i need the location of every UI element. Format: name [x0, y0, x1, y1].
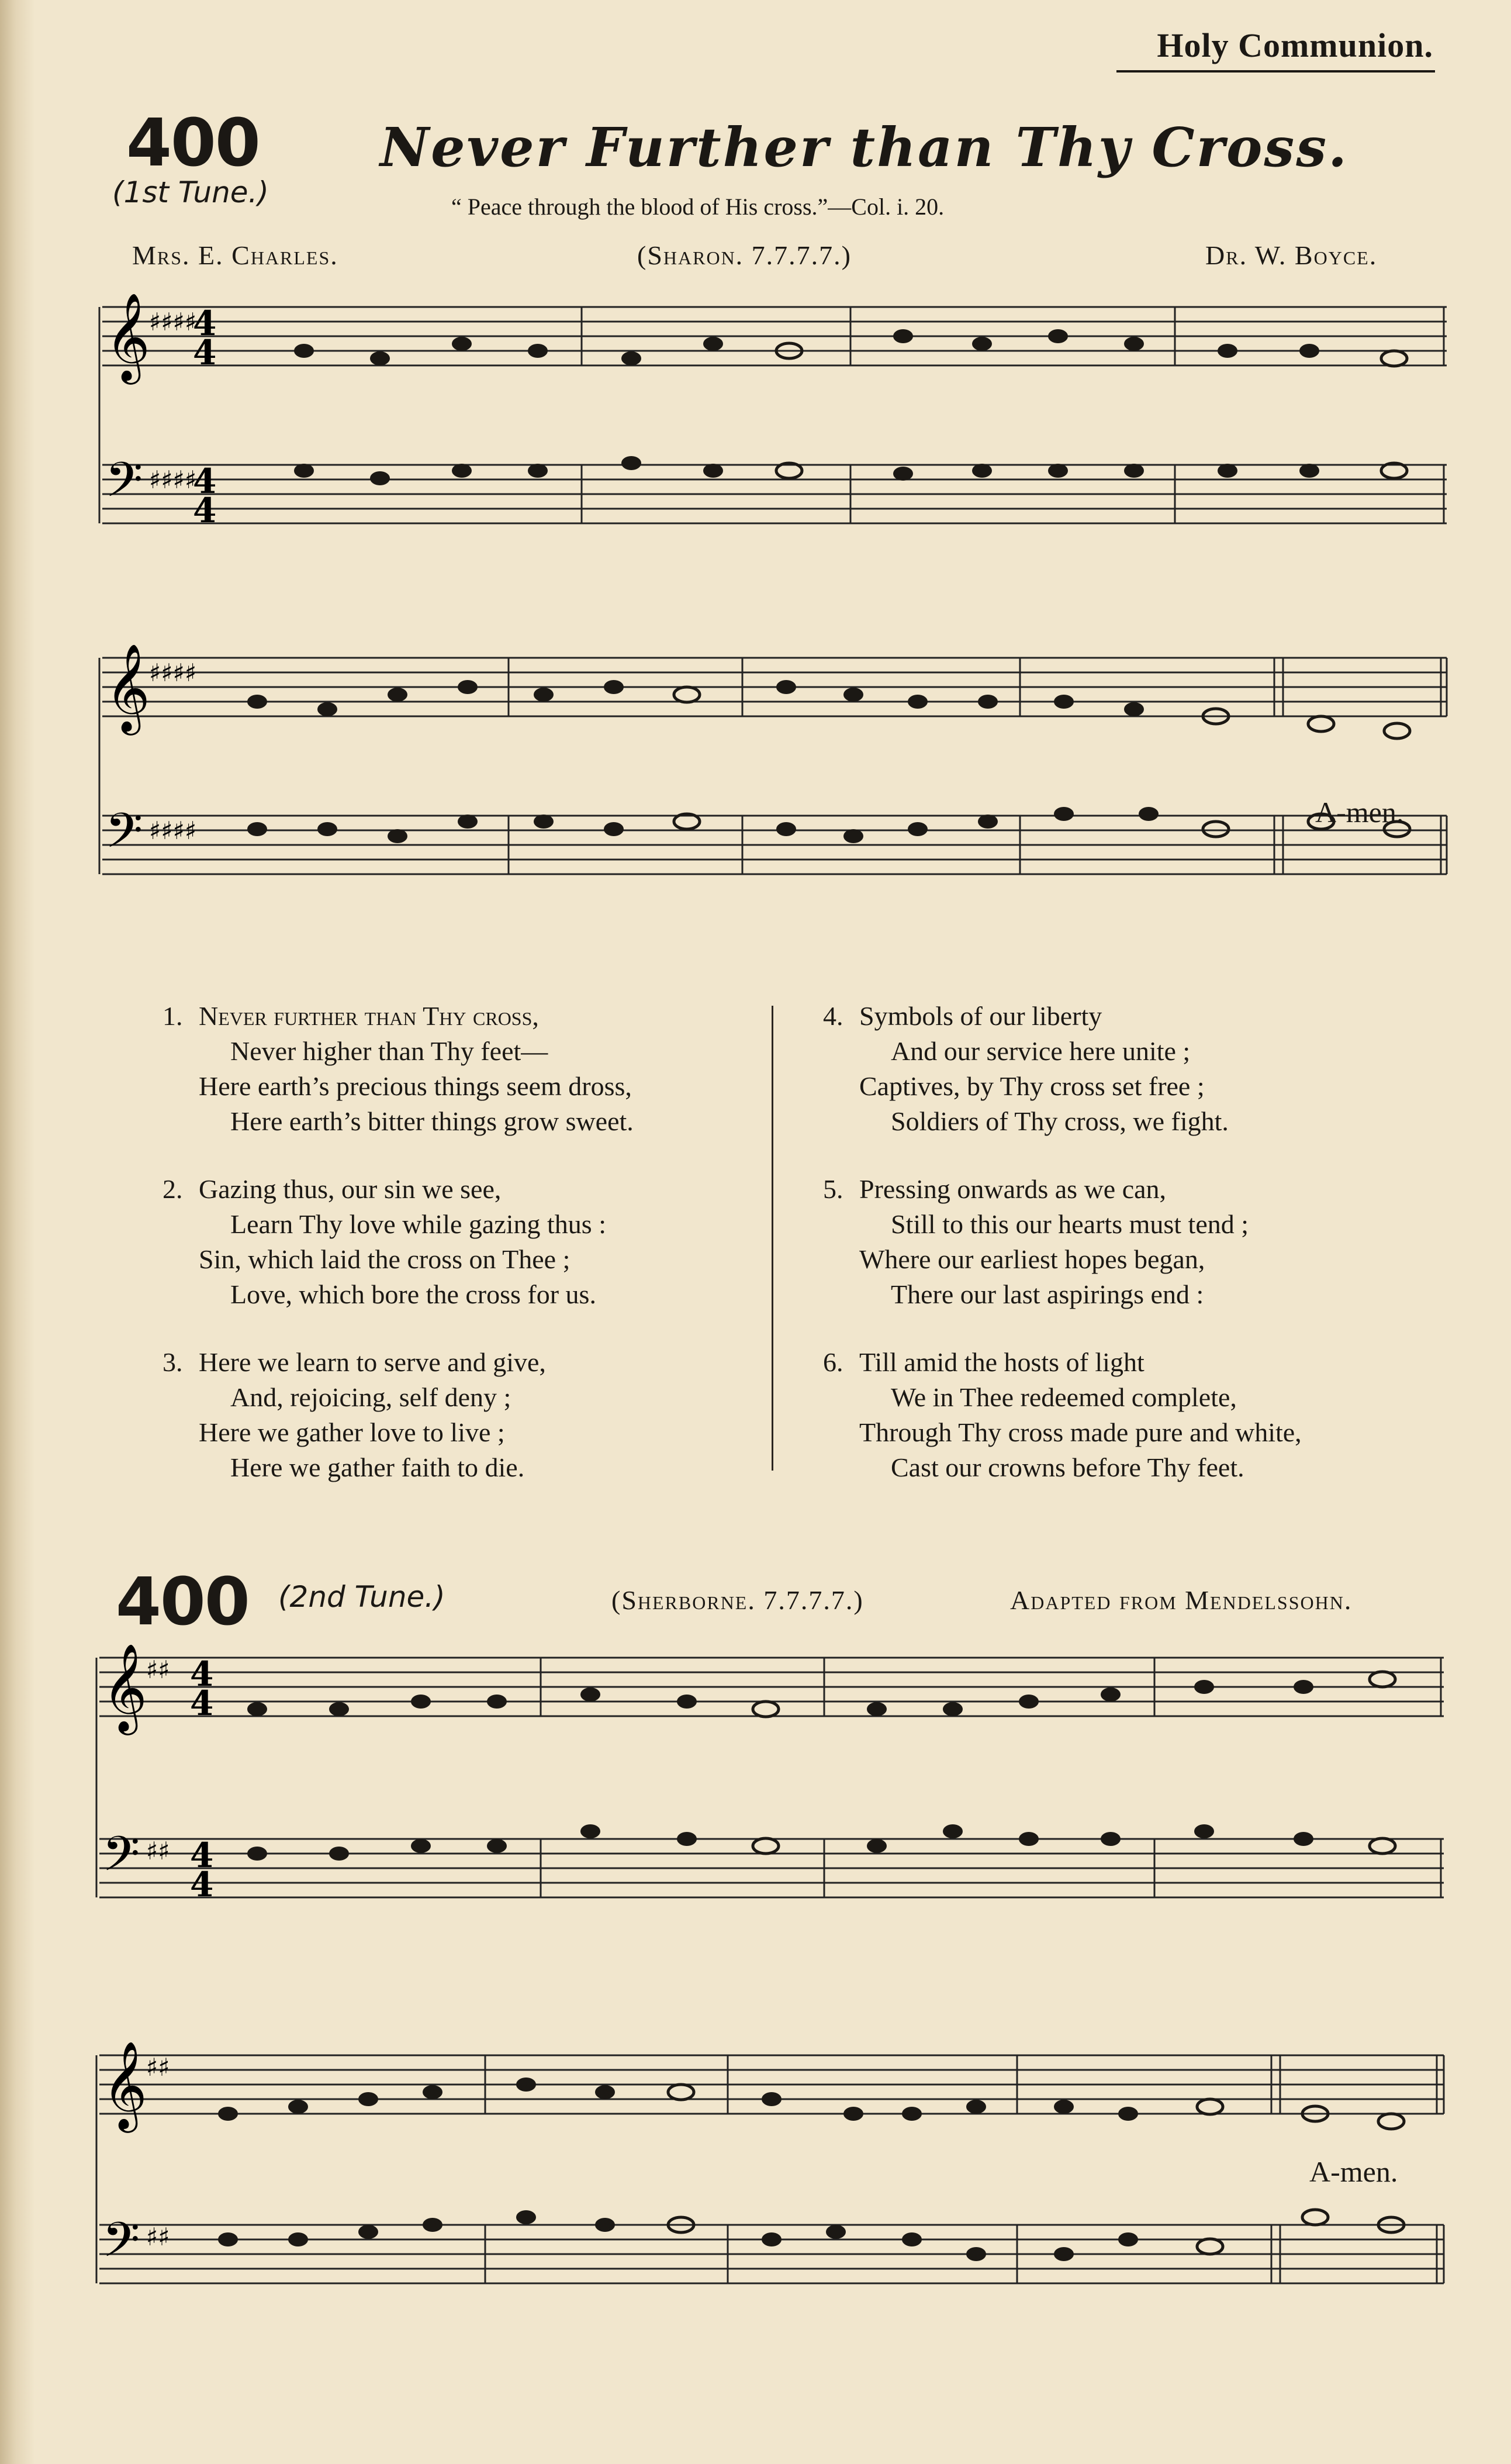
- column-divider: [772, 1006, 773, 1471]
- svg-text:♯♯♯♯: ♯♯♯♯: [149, 308, 197, 336]
- verses-right-column: [823, 999, 1302, 1485]
- amen-label-2: A-men.: [1309, 2155, 1398, 2188]
- bass-clef-icon: 𝄢: [105, 802, 143, 871]
- verses-left-column: [162, 999, 634, 1485]
- composer-credit-2: Adapted from Mendelssohn.: [1010, 1585, 1353, 1615]
- treble-clef-icon: 𝄞: [102, 1642, 147, 1731]
- music-score-hymn1: [0, 275, 1511, 947]
- amen-label: A-men.: [1315, 796, 1404, 829]
- verse-5: 5. Pressing onwards as we can, Still to this our hearts must tend ; Where our earliest hopes began, There our last aspirings end :: [823, 1174, 1249, 1309]
- svg-text:♯♯: ♯♯: [146, 2223, 170, 2251]
- system-4: [96, 2040, 1444, 2283]
- svg-text:4: 4: [193, 303, 217, 343]
- bass-staff: [99, 1839, 1444, 1897]
- svg-text:4: 4: [190, 1654, 214, 1694]
- svg-text:♯♯♯♯: ♯♯♯♯: [149, 658, 197, 687]
- hymn-number: 400: [126, 105, 260, 181]
- treble-staff: [102, 658, 1447, 716]
- treble-staff: [99, 1658, 1444, 1716]
- svg-text:♯♯♯♯: ♯♯♯♯: [149, 816, 197, 845]
- svg-text:4: 4: [190, 1835, 214, 1875]
- tune-name-2: (Sherborne. 7.7.7.7.): [611, 1585, 864, 1615]
- bass-staff: [102, 816, 1447, 874]
- treble-clef-icon: 𝄞: [102, 2040, 147, 2129]
- note-heads-system-2: [247, 680, 1410, 843]
- verse-2: 2. Gazing thus, our sin we see, Learn Thy love while gazing thus : Sin, which laid the cross on Thee ; Love, which bore the cross for us.: [162, 1174, 606, 1309]
- verse-1: 1. Never further than Thy cross, Never higher than Thy feet— Here earth’s precious things seem dross, Here earth’s bitter things grow sweet.: [162, 1001, 634, 1136]
- note-heads-system-4: [218, 2078, 1404, 2261]
- tune-label-2: (2nd Tune.): [278, 1580, 445, 1614]
- epigraph: “ Peace through the blood of His cross.”—Col. i. 20.: [451, 194, 945, 220]
- svg-text:4: 4: [193, 491, 217, 530]
- svg-text:♯♯: ♯♯: [146, 2053, 170, 2082]
- author-credit: Mrs. E. Charles.: [132, 240, 338, 270]
- svg-text:4: 4: [190, 1865, 214, 1904]
- svg-text:♯♯: ♯♯: [146, 1655, 170, 1684]
- verse-6: 6. Till amid the hosts of light We in Thee redeemed complete, Through Thy cross made pure and white, Cast our crowns before Thy feet.: [823, 1347, 1302, 1482]
- svg-text:4: 4: [190, 1683, 214, 1723]
- treble-clef-icon: 𝄞: [105, 292, 150, 381]
- system-2: [99, 643, 1447, 874]
- composer-credit: Dr. W. Boyce.: [1205, 240, 1378, 270]
- svg-text:♯♯♯♯: ♯♯♯♯: [149, 465, 197, 494]
- bass-clef-icon: 𝄢: [102, 1825, 140, 1894]
- bass-clef-icon: 𝄢: [105, 451, 143, 520]
- hymn-title: Never Further than Thy Cross.: [380, 116, 1349, 179]
- verse-4: 4. Symbols of our liberty And our service here unite ; Captives, by Thy cross set free ; Soldiers of Thy cross, we fight.: [823, 1001, 1229, 1136]
- hymn-number-2: 400: [116, 1564, 249, 1640]
- tune-label: (1st Tune.): [112, 175, 269, 209]
- svg-text:4: 4: [193, 461, 217, 501]
- running-title-rule: [1116, 70, 1435, 73]
- verse-3: 3. Here we learn to serve and give, And, rejoicing, self deny ; Here we gather love to live ; Here we gather faith to die.: [162, 1347, 546, 1482]
- running-title: Holy Communion.: [1157, 26, 1433, 64]
- system-3: [96, 1642, 1444, 1904]
- music-score-hymn2: [0, 1626, 1511, 2333]
- bass-clef-icon: 𝄢: [102, 2211, 140, 2280]
- tune-name: (Sharon. 7.7.7.7.): [637, 240, 852, 270]
- treble-clef-icon: 𝄞: [105, 643, 150, 731]
- svg-text:♯♯: ♯♯: [146, 1837, 170, 1865]
- system-1: [99, 292, 1447, 530]
- note-heads-system-3: [247, 1672, 1395, 1861]
- svg-text:4: 4: [193, 333, 217, 372]
